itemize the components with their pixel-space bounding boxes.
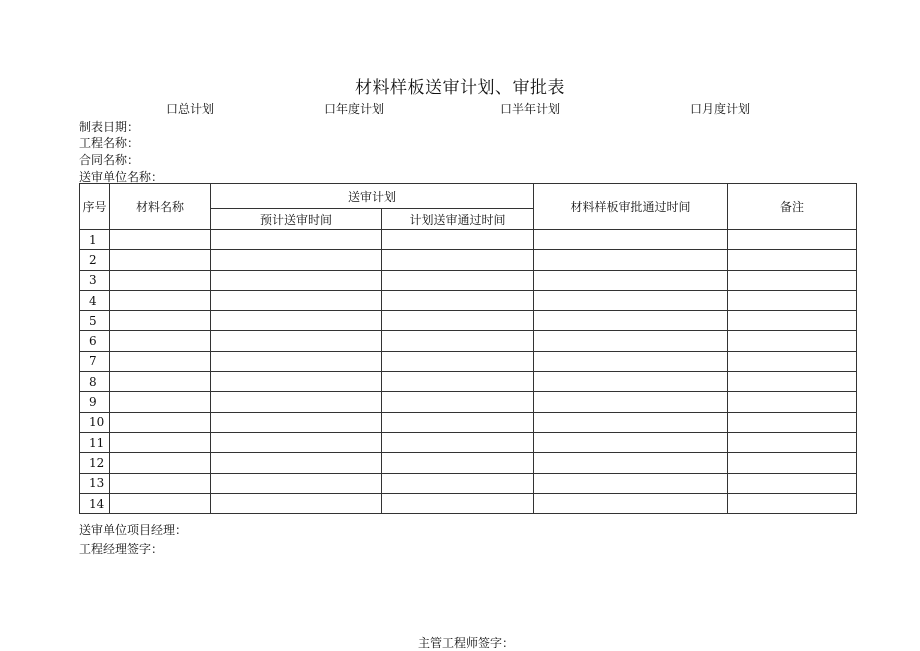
row-planned-pass-cell[interactable] (382, 432, 534, 452)
row-approval-time-cell[interactable] (534, 311, 728, 331)
row-seq-cell: 12 (80, 453, 110, 473)
table-row (80, 432, 857, 452)
row-remark-cell[interactable] (728, 351, 857, 371)
row-remark-cell[interactable] (728, 392, 857, 412)
row-approval-time-cell[interactable] (534, 250, 728, 270)
row-remark-cell[interactable] (728, 331, 857, 351)
row-planned-pass-cell[interactable] (382, 372, 534, 392)
field-project-label: 工程名称： (79, 136, 140, 150)
row-remark-cell[interactable] (728, 453, 857, 473)
row-expected-time-cell[interactable] (211, 290, 382, 310)
row-material-cell[interactable] (110, 453, 211, 473)
row-expected-time-cell[interactable] (211, 493, 382, 513)
row-remark-cell[interactable] (728, 250, 857, 270)
row-remark-cell[interactable] (728, 372, 857, 392)
row-planned-pass-cell[interactable] (382, 270, 534, 290)
table-row (80, 270, 857, 290)
row-seq-cell: 13 (80, 473, 110, 493)
row-planned-pass-cell[interactable] (382, 473, 534, 493)
header-remark: 备注 (728, 184, 857, 230)
footer-engineer-sign-label: 主管工程师签字： (418, 636, 515, 650)
row-material-cell[interactable] (110, 392, 211, 412)
row-remark-cell[interactable] (728, 412, 857, 432)
field-date-label: 制表日期： (79, 120, 140, 134)
table-row (80, 290, 857, 310)
field-contract-label: 合同名称： (79, 153, 140, 167)
row-seq-cell: 14 (80, 493, 110, 513)
header-expected-time: 预计送审时间 (211, 209, 382, 230)
row-expected-time-cell[interactable] (211, 432, 382, 452)
row-planned-pass-cell[interactable] (382, 311, 534, 331)
row-approval-time-cell[interactable] (534, 230, 728, 250)
row-seq-cell: 11 (80, 432, 110, 452)
row-expected-time-cell[interactable] (211, 392, 382, 412)
row-planned-pass-cell[interactable] (382, 331, 534, 351)
row-planned-pass-cell[interactable] (382, 250, 534, 270)
option-semiannual-plan[interactable]: 口半年计划 (500, 102, 561, 116)
row-planned-pass-cell[interactable] (382, 230, 534, 250)
row-approval-time-cell[interactable] (534, 493, 728, 513)
row-seq-cell: 3 (80, 270, 110, 290)
header-plan: 送审计划 (211, 184, 534, 209)
approval-table (79, 183, 857, 514)
row-seq-cell: 8 (80, 372, 110, 392)
row-planned-pass-cell[interactable] (382, 290, 534, 310)
row-material-cell[interactable] (110, 372, 211, 392)
table-row (80, 351, 857, 371)
row-expected-time-cell[interactable] (211, 250, 382, 270)
row-approval-time-cell[interactable] (534, 372, 728, 392)
row-approval-time-cell[interactable] (534, 392, 728, 412)
row-planned-pass-cell[interactable] (382, 412, 534, 432)
table-row (80, 311, 857, 331)
row-expected-time-cell[interactable] (211, 473, 382, 493)
row-remark-cell[interactable] (728, 230, 857, 250)
row-material-cell[interactable] (110, 412, 211, 432)
row-approval-time-cell[interactable] (534, 270, 728, 290)
footer-manager-sign-label: 工程经理签字： (79, 542, 164, 556)
row-remark-cell[interactable] (728, 473, 857, 493)
row-approval-time-cell[interactable] (534, 473, 728, 493)
header-material: 材料名称 (110, 184, 211, 230)
row-expected-time-cell[interactable] (211, 453, 382, 473)
row-material-cell[interactable] (110, 290, 211, 310)
row-approval-time-cell[interactable] (534, 432, 728, 452)
row-seq-cell: 9 (80, 392, 110, 412)
row-planned-pass-cell[interactable] (382, 453, 534, 473)
table-row (80, 412, 857, 432)
header-seq: 序号 (80, 184, 110, 230)
table-row (80, 453, 857, 473)
row-expected-time-cell[interactable] (211, 412, 382, 432)
field-submitter-label: 送审单位名称： (79, 170, 164, 184)
row-seq-cell: 5 (80, 311, 110, 331)
row-planned-pass-cell[interactable] (382, 493, 534, 513)
row-remark-cell[interactable] (728, 270, 857, 290)
row-approval-time-cell[interactable] (534, 331, 728, 351)
row-remark-cell[interactable] (728, 290, 857, 310)
row-seq-cell: 2 (80, 250, 110, 270)
table-row (80, 250, 857, 270)
table-row (80, 493, 857, 513)
row-planned-pass-cell[interactable] (382, 392, 534, 412)
row-material-cell[interactable] (110, 250, 211, 270)
row-approval-time-cell[interactable] (534, 351, 728, 371)
row-approval-time-cell[interactable] (534, 290, 728, 310)
row-remark-cell[interactable] (728, 432, 857, 452)
option-annual-plan[interactable]: 口年度计划 (324, 102, 385, 116)
row-expected-time-cell[interactable] (211, 230, 382, 250)
table-row (80, 372, 857, 392)
row-seq-cell: 6 (80, 331, 110, 351)
table-row (80, 331, 857, 351)
row-seq-cell: 10 (80, 412, 110, 432)
row-expected-time-cell[interactable] (211, 372, 382, 392)
row-remark-cell[interactable] (728, 493, 857, 513)
row-approval-time-cell[interactable] (534, 412, 728, 432)
row-material-cell[interactable] (110, 351, 211, 371)
row-material-cell[interactable] (110, 473, 211, 493)
table-row (80, 473, 857, 493)
row-material-cell[interactable] (110, 311, 211, 331)
row-seq-cell: 7 (80, 351, 110, 371)
option-monthly-plan[interactable]: 口月度计划 (690, 102, 751, 116)
row-material-cell[interactable] (110, 432, 211, 452)
row-material-cell[interactable] (110, 270, 211, 290)
table-row (80, 392, 857, 412)
row-expected-time-cell[interactable] (211, 311, 382, 331)
option-total-plan[interactable]: 口总计划 (166, 102, 215, 116)
header-approval-time: 材料样板审批通过时间 (534, 184, 728, 230)
row-seq-cell: 4 (80, 290, 110, 310)
row-material-cell[interactable] (110, 493, 211, 513)
row-remark-cell[interactable] (728, 311, 857, 331)
footer-pm-label: 送审单位项目经理： (79, 523, 188, 537)
row-material-cell[interactable] (110, 230, 211, 250)
row-material-cell[interactable] (110, 331, 211, 351)
page-title: 材料样板送审计划、审批表 (355, 78, 565, 98)
table-row (80, 230, 857, 250)
row-seq-cell: 1 (80, 230, 110, 250)
header-planned-pass-time: 计划送审通过时间 (382, 209, 534, 230)
row-expected-time-cell[interactable] (211, 331, 382, 351)
row-approval-time-cell[interactable] (534, 453, 728, 473)
row-expected-time-cell[interactable] (211, 351, 382, 371)
row-planned-pass-cell[interactable] (382, 351, 534, 371)
row-expected-time-cell[interactable] (211, 270, 382, 290)
